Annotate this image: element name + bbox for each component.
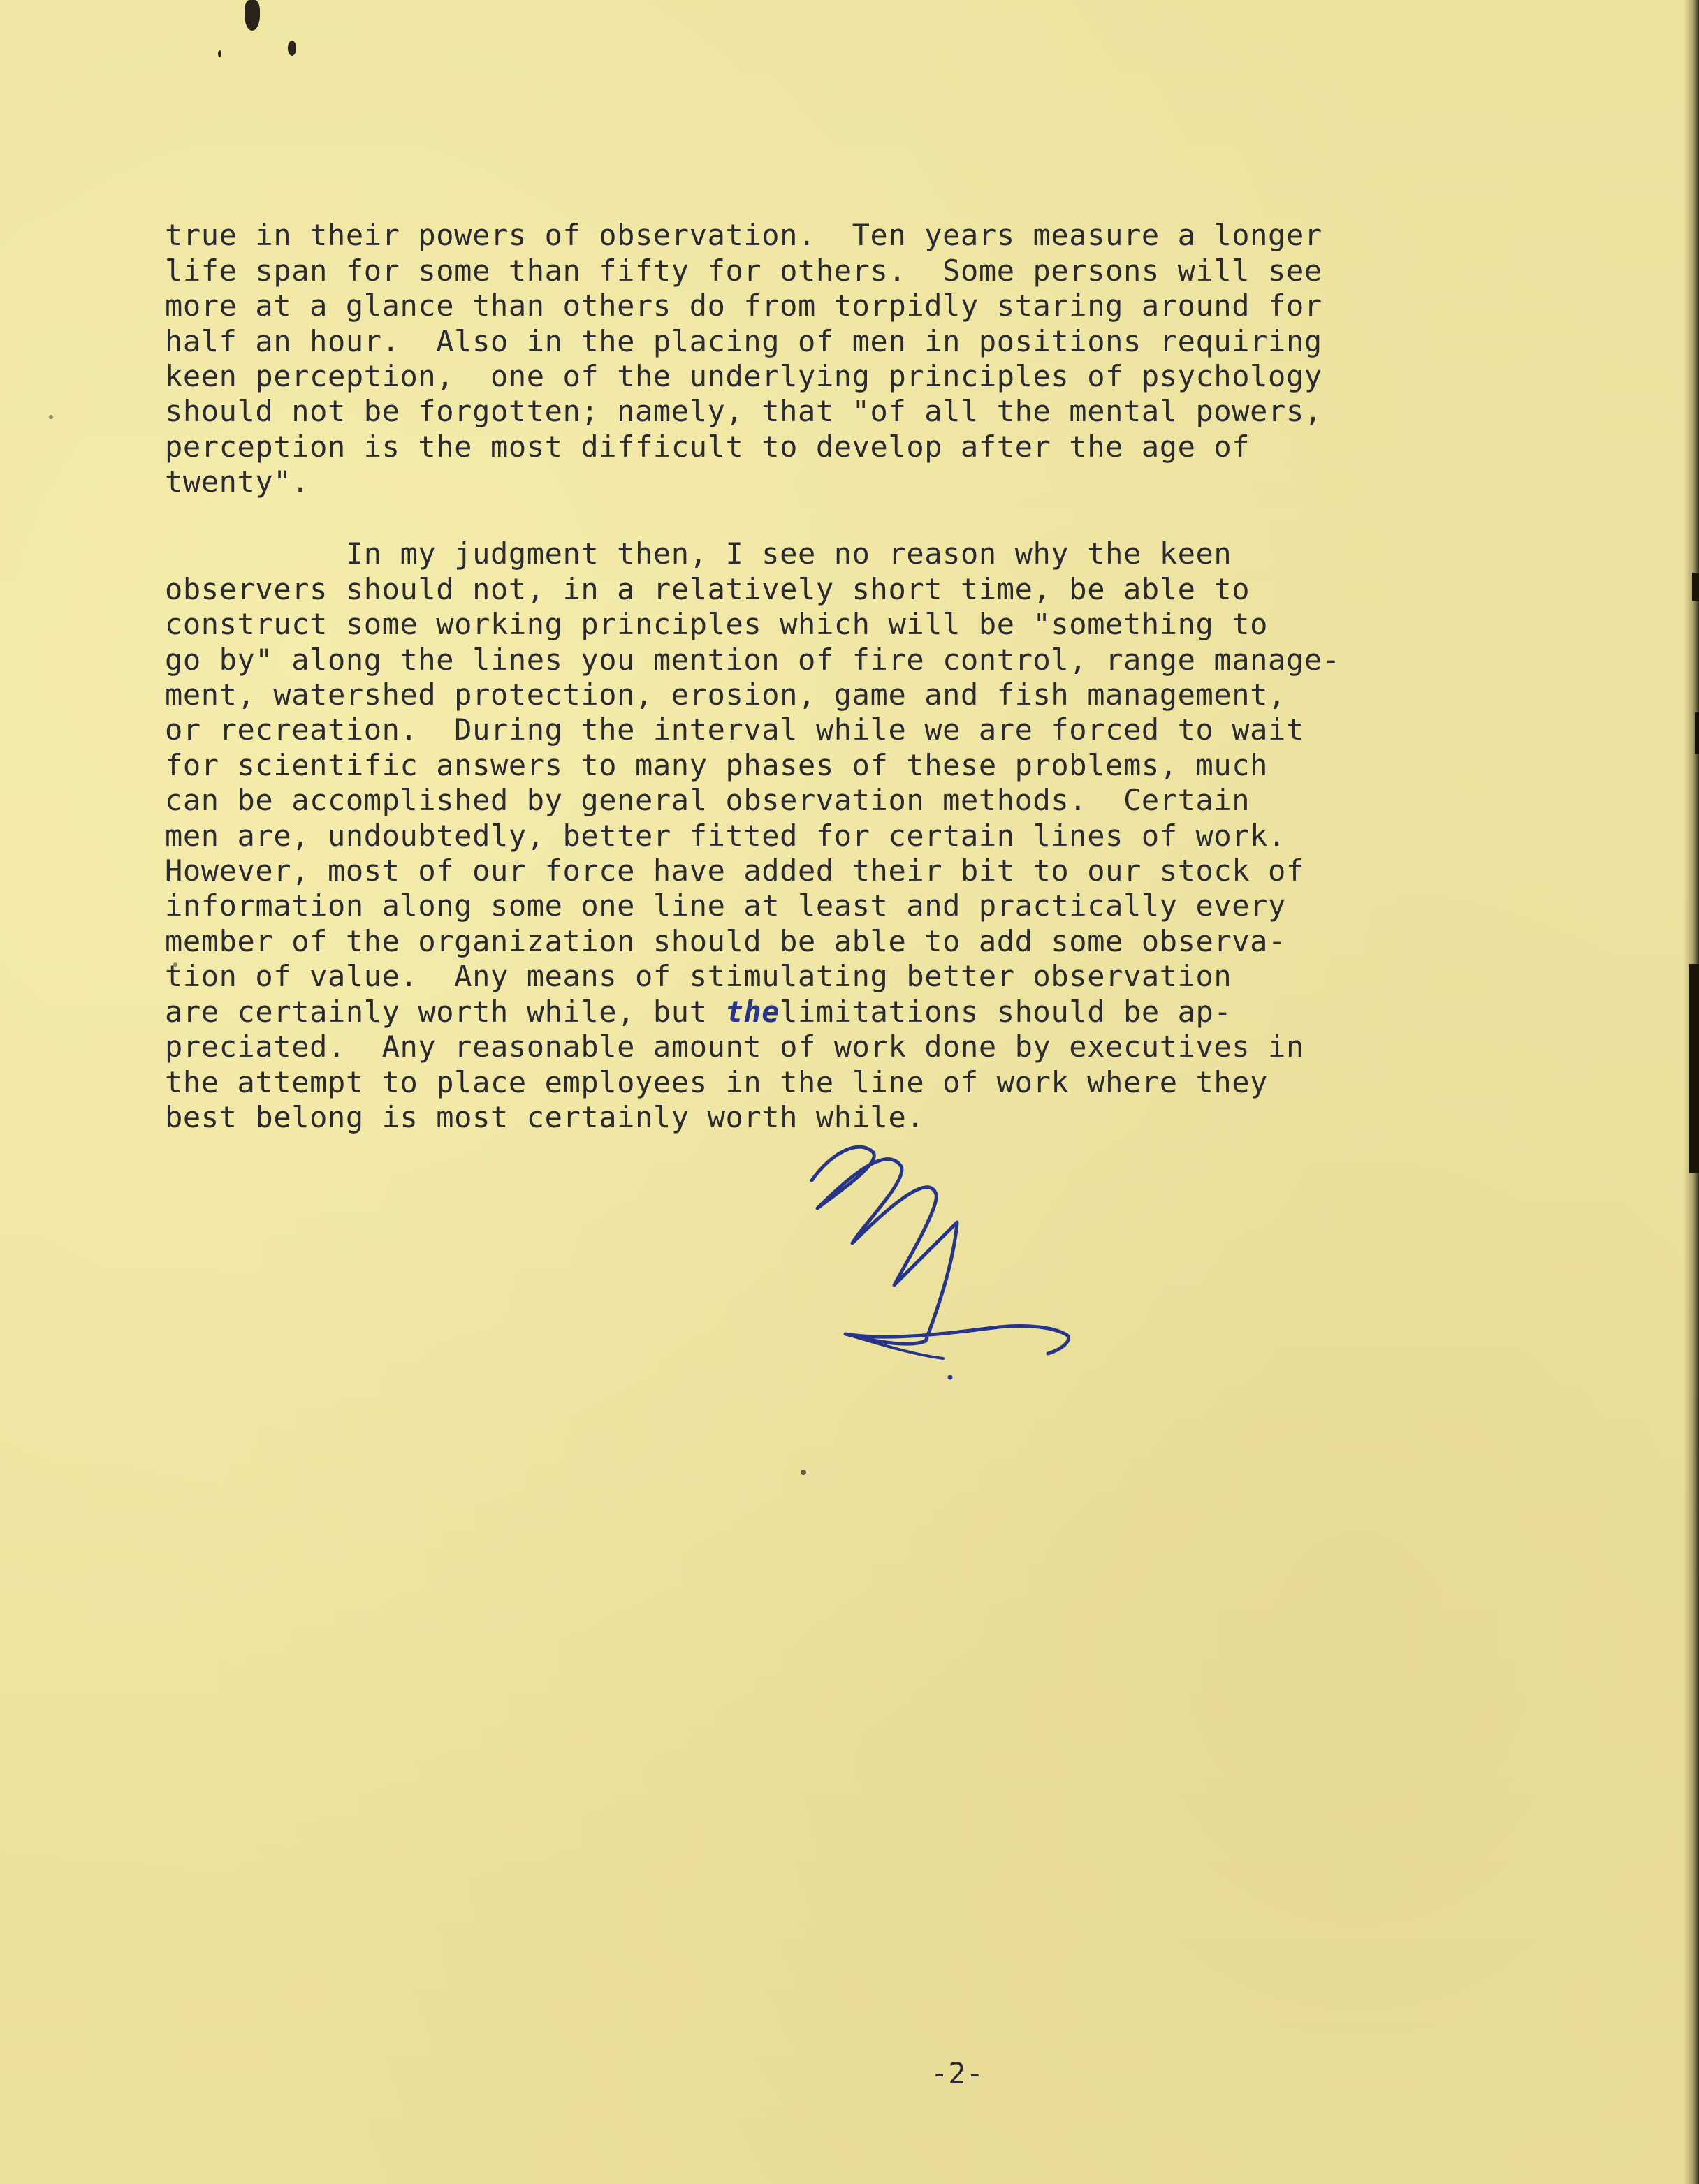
- text-line: construct some working principles which will be "something to: [165, 607, 1269, 642]
- text-line: should not be forgotten; namely, that "of all the mental powers,: [165, 394, 1322, 429]
- page-number: -2-: [931, 2056, 984, 2090]
- text-segment: limitations should be ap-: [780, 994, 1232, 1029]
- text-line: tion of value. Any means of stimulating better observation: [165, 959, 1232, 994]
- text-line: keen perception, one of the underlying principles of psychology: [165, 359, 1322, 394]
- text-line: However, most of our force have added their bit to our stock of: [165, 853, 1304, 888]
- text-segment: are certainly worth while, but: [165, 994, 726, 1029]
- text-line: for scientific answers to many phases of these problems, much: [165, 747, 1269, 782]
- text-line: member of the organization should be able to add some observa-: [165, 923, 1286, 958]
- text-line: preciated. Any reasonable amount of work done by executives in: [165, 1029, 1304, 1064]
- paragraph-observation: [165, 183, 1322, 500]
- page-edge-mark: [1689, 964, 1699, 1173]
- text-line: [165, 995, 1341, 1029]
- text-line: the attempt to place employees in the line of work where they: [165, 1064, 1269, 1099]
- ink-speck: [288, 41, 296, 56]
- text-line: In my judgment then, I see no reason why the keen: [165, 536, 1232, 571]
- text-line: men are, undoubtedly, better fitted for certain lines of work.: [165, 818, 1286, 853]
- text-line: perception is the most difficult to develop after the age of: [165, 429, 1250, 464]
- text-line: twenty".: [165, 464, 310, 499]
- text-line: can be accomplished by general observation methods. Certain: [165, 783, 1250, 818]
- text-line: go by" along the lines you mention of fire control, range manage-: [165, 642, 1341, 677]
- text-line: best belong is most certainly worth while.: [165, 1099, 925, 1134]
- text-line: information along some one line at least and practically every: [165, 888, 1286, 923]
- text-line: more at a glance than others do from torpidly staring around for: [165, 288, 1322, 323]
- ink-speck: [801, 1470, 806, 1475]
- page-edge-mark: [1692, 573, 1699, 601]
- page-edge-mark: [1695, 712, 1699, 754]
- text-line: half an hour. Also in the placing of men in positions requiring: [165, 323, 1322, 358]
- text-line: ment, watershed protection, erosion, game and fish management,: [165, 677, 1286, 712]
- text-line: true in their powers of observation. Ten years measure a longer: [165, 218, 1322, 253]
- ink-speck: [218, 50, 221, 57]
- text-line: or recreation. During the interval while we are forced to wait: [165, 712, 1304, 747]
- handwritten-signature-icon: [803, 1131, 1083, 1383]
- text-line: life span for some than fifty for others. Some persons will see: [165, 253, 1322, 288]
- text-line: observers should not, in a relatively short time, be able to: [165, 571, 1250, 606]
- paragraph-judgment: [165, 501, 1341, 1135]
- ink-speck: [49, 415, 53, 419]
- ink-speck: [245, 0, 260, 31]
- handwritten-insertion: the: [725, 994, 780, 1029]
